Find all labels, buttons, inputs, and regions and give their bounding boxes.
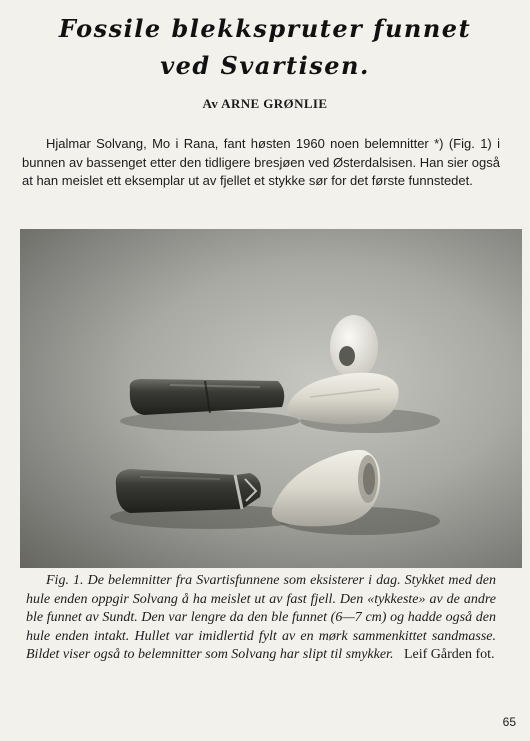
lead-paragraph: Hjalmar Solvang, Mo i Rana, fant høsten 1960 noen belemnitter *) (Fig. 1) i bunnen av bassenget etter den tidligere bresjøen ved Østerdalsisen. Han sier også at han meislet ett eksemplar ut av fjellet et stykke sør for det første funnstedet. — [22, 136, 500, 188]
photo-credit: Leif Gården fot. — [403, 647, 495, 662]
belemnite-light-upper-shape — [287, 373, 399, 424]
pendant-belemnite-shape — [330, 315, 378, 379]
figure-photo — [20, 229, 522, 568]
article-title-line-1: Fossile blekkspruter funnet — [58, 14, 472, 43]
belemnite-photo-illustration — [20, 229, 522, 568]
belemnite-light-lower-shape — [272, 450, 380, 526]
figure-caption-text: Fig. 1. De belemnitter fra Svartisfunnene som eksisterer i dag. Stykket med den hule enden oppgir Solvang å ha meislet ut av fast fjell. Den «tykkeste» av de andre ble funnet av Sundt. Den var lengre da den ble funnet (6—7 cm) og hadde også den hule enden intakt. Hullet var imidlertid fylt av en mørk sammenkittet sandmasse. Bildet viser også to belemnitter som Solvang har slipt til smykker. — [26, 573, 496, 662]
page-number: 65 — [502, 715, 516, 729]
article-title-line-2: ved Svartisen. — [160, 51, 370, 80]
author-byline: Av ARNE GRØNLIE — [202, 96, 328, 111]
figure-caption — [26, 572, 496, 665]
belemnite-dark-lower-shape — [116, 469, 261, 513]
belemnite-dark-upper-shape — [130, 379, 285, 415]
